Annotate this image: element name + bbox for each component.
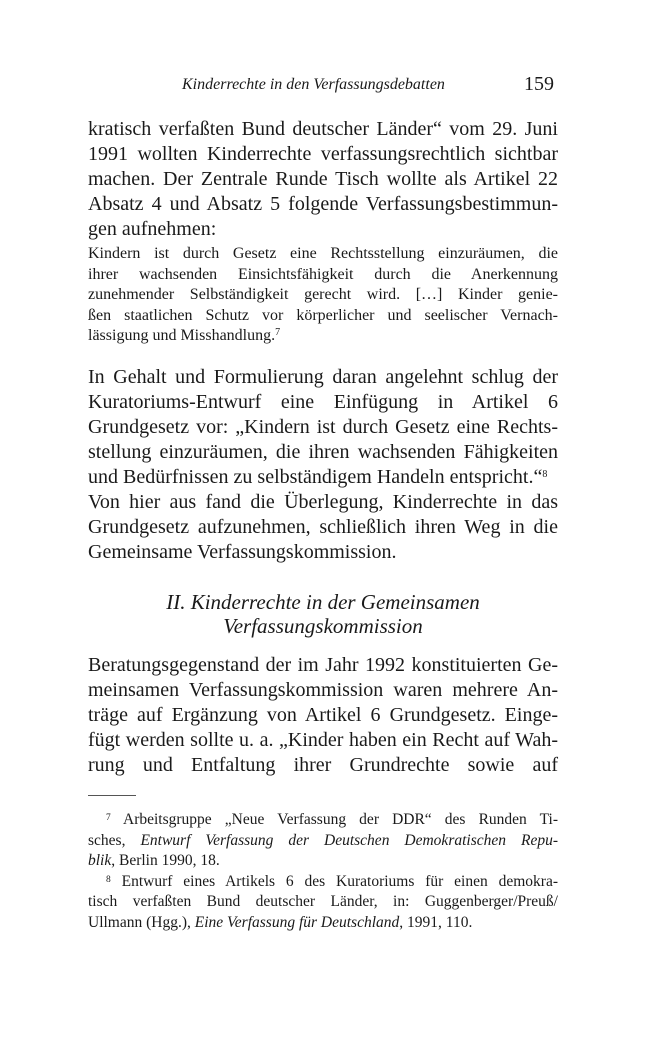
footnote-7-number: 7 xyxy=(106,813,111,823)
footnote-text: sches, xyxy=(88,831,141,849)
footnote-text: , Berlin 1990, 18. xyxy=(111,852,220,869)
text-line-with-ref xyxy=(88,465,558,490)
text-line: träge auf Ergänzung von Artikel 6 Grundgesetz. Einge- xyxy=(88,704,558,726)
text-line: Absatz 4 und Absatz 5 folgende Verfassungsbestimmun- xyxy=(88,193,558,215)
section-heading xyxy=(88,590,558,638)
footnote-7-line-2 xyxy=(88,831,558,852)
footnote-7-line-3 xyxy=(88,851,558,872)
quote-line-text: lässigung und Misshandlung. xyxy=(88,327,276,344)
block-quote xyxy=(88,244,558,347)
text-line: fügt werden sollte u. a. „Kinder haben ein Recht auf Wah- xyxy=(88,729,558,751)
text-line: Beratungsgegenstand der im Jahr 1992 konstituierten Ge- xyxy=(88,654,558,676)
text-line: und Bedürfnissen zu selbständigem Handeln entspricht.“ xyxy=(88,466,543,488)
paragraph-3 xyxy=(88,653,558,778)
text-line: Gemeinsame Verfassungskommission. xyxy=(88,541,397,563)
text-line: 1991 wollten Kinderrechte verfassungsrechtlich sichtbar xyxy=(88,143,558,165)
heading-line: Verfassungskommission xyxy=(223,614,423,638)
text-line: Grundgesetz aufzunehmen, schließlich ihren Weg in die xyxy=(88,516,558,538)
text-line: gen aufnehmen: xyxy=(88,218,217,240)
footnote-title: Eine Verfassung für Deutschland xyxy=(194,913,400,931)
footnotes xyxy=(88,810,558,933)
paragraph-1 xyxy=(88,117,558,242)
footnote-text: Arbeitsgruppe „Neue Verfassung der DDR“ des Runden Ti- xyxy=(123,811,559,828)
footnote-8-line-1 xyxy=(88,872,558,893)
footnote-text: , 1991, 110. xyxy=(399,913,473,931)
footnote-text: Ullmann (Hgg.), xyxy=(88,913,195,931)
running-title: Kinderrechte in den Verfassungsdebatten xyxy=(182,76,445,93)
footnote-ref-8[interactable]: 8 xyxy=(542,469,548,480)
footnote-8-line-3 xyxy=(88,913,558,934)
quote-line: zunehmender Selbständigkeit gerecht wird. […] Kinder genie- xyxy=(88,286,558,303)
text-line: stellung einzuräumen, die ihren wachsenden Fähigkeiten xyxy=(88,441,558,463)
text-line: Von hier aus fand die Überlegung, Kinderrechte in das xyxy=(88,491,558,513)
quote-line: Kindern ist durch Gesetz eine Rechtsstellung einzuräumen, die xyxy=(88,245,558,262)
text-line: machen. Der Zentrale Runde Tisch wollte als Artikel 22 xyxy=(88,168,558,190)
footnote-7-line-1 xyxy=(88,810,558,831)
text-line: In Gehalt und Formulierung daran angelehnt schlug der xyxy=(88,366,558,388)
footnote-8-line-2: tisch verfaßten Bund deutscher Länder, in: Guggenberger/Preuß/ xyxy=(88,893,558,910)
footnote-title: Entwurf Verfassung der Deutschen Demokratischen Repu- xyxy=(140,831,558,849)
quote-line: ihrer wachsenden Einsichtsfähigkeit durch die Anerkennung xyxy=(88,265,558,283)
quote-line-last xyxy=(88,326,558,347)
footnote-8-number: 8 xyxy=(106,874,111,885)
quote-line: ßen staatlichen Schutz vor körperlicher und seelischer Vernach- xyxy=(88,306,558,324)
text-line: meinsamen Verfassungskommission waren mehrere An- xyxy=(88,679,558,701)
footnote-title: blik xyxy=(88,852,112,869)
running-header xyxy=(88,73,558,100)
text-line: Kuratoriums-Entwurf eine Einfügung in Artikel 6 xyxy=(88,391,558,413)
text-line: kratisch verfaßten Bund deutscher Länder“ vom 29. Juni xyxy=(88,118,558,140)
footnote-ref-7[interactable]: 7 xyxy=(275,327,281,338)
footnote-separator xyxy=(88,795,136,796)
paragraph-2 xyxy=(88,365,558,565)
heading-line: II. Kinderrechte in der Gemeinsamen xyxy=(166,590,480,614)
page-number: 159 xyxy=(524,73,554,95)
footnote-text: Entwurf eines Artikels 6 des Kuratoriums für einen demokra- xyxy=(121,872,558,890)
text-line: rung und Entfaltung ihrer Grundrechte sowie auf xyxy=(88,754,558,776)
text-line: Grundgesetz vor: „Kindern ist durch Gesetz eine Rechts- xyxy=(88,416,558,438)
